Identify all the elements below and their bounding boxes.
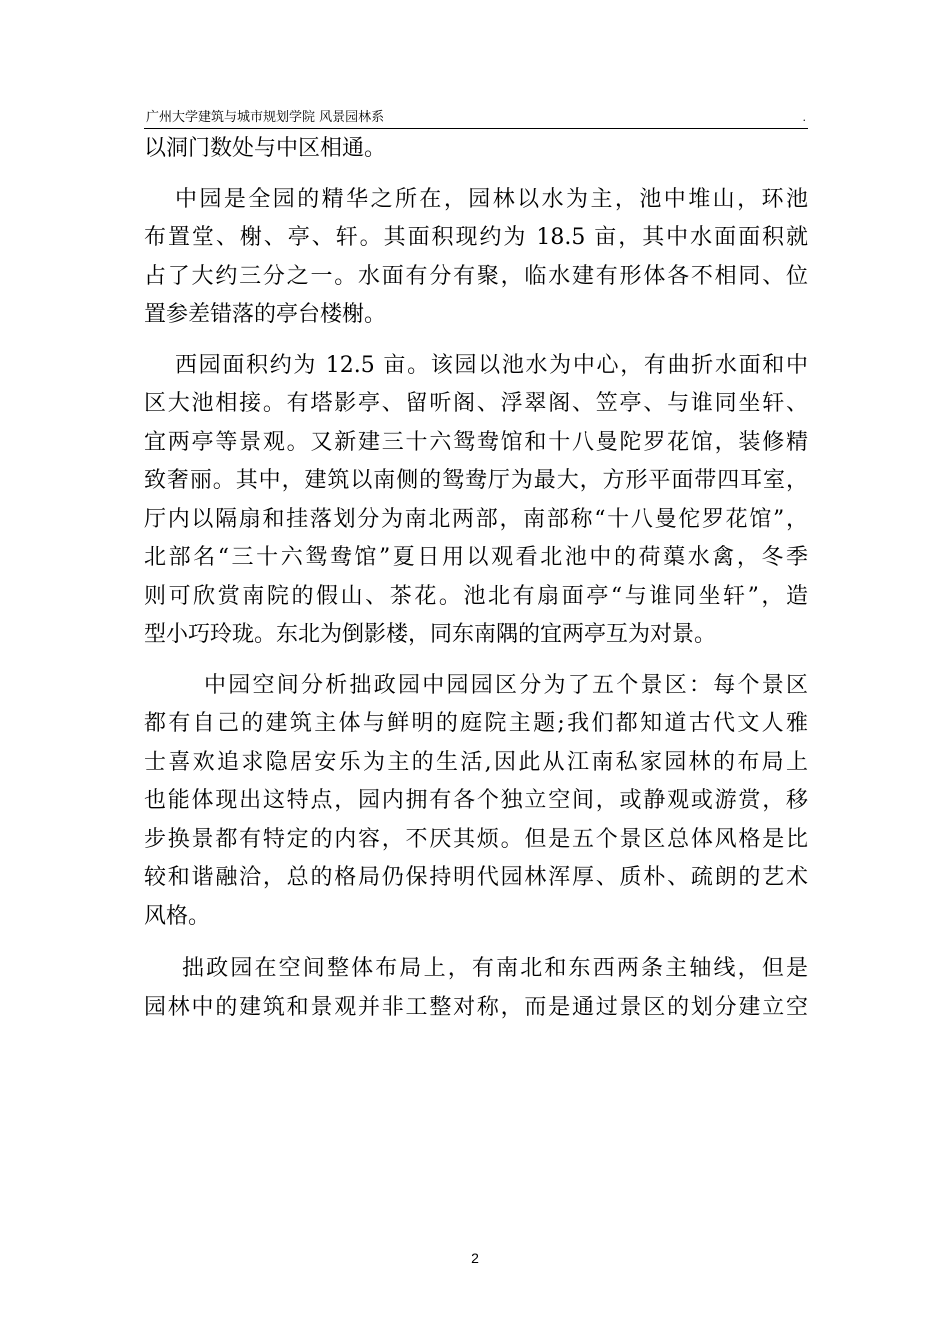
text-line: 型小巧玲珑。东北为倒影楼，同东南隅的宜两亭互为对景。	[144, 622, 717, 647]
text-line: 厅内以隔扇和挂落划分为南北两部，南部称“十八曼佗罗花馆”，	[144, 506, 808, 532]
text-line: 布置堂、榭、亭、轩。其面积现约为 18.5 亩，其中水面面积就	[144, 225, 808, 250]
text-line: 西园面积约为 12.5 亩。该园以池水为中心，有曲折水面和中	[175, 352, 808, 378]
text-line: 较和谐融洽，总的格局仍保持明代园林浑厚、质朴、疏朗的艺术	[144, 865, 808, 890]
paragraph-4	[144, 667, 808, 937]
text-line: 都有自己的建筑主体与鲜明的庭院主题;我们都知道古代文人雅	[144, 711, 808, 736]
text-line: 拙政园在空间整体布局上，有南北和东西两条主轴线，但是	[182, 956, 808, 981]
text-line: 也能体现出这特点，园内拥有各个独立空间，或静观或游赏，移	[144, 788, 808, 813]
text-line: 园林中的建筑和景观并非工整对称，而是通过景区的划分建立空	[144, 994, 808, 1020]
text-line: 中园空间分析拙政园中园园区分为了五个景区：每个景区	[204, 672, 808, 698]
paragraph-5	[144, 950, 808, 1027]
text-line: 置参差错落的亭台楼榭。	[144, 302, 387, 327]
paragraph-1	[144, 130, 808, 169]
header-institution: 广州大学建筑与城市规划学院 风景园林系	[146, 110, 385, 125]
text-line: 风格。	[144, 903, 211, 929]
document-body	[144, 130, 808, 1027]
page-number: 2	[471, 1250, 479, 1266]
text-line: 宜两亭等景观。又新建三十六鸳鸯馆和十八曼陀罗花馆，装修精	[144, 429, 808, 455]
text-line: 以洞门数处与中区相通。	[144, 136, 387, 161]
text-line: 步换景都有特定的内容，不厌其烦。但是五个景区总体风格是比	[144, 826, 808, 852]
text-line: 中园是全园的精华之所在，园林以水为主，池中堆山，环池	[175, 186, 808, 212]
header-mark: .	[802, 111, 806, 124]
paragraph-2	[144, 181, 808, 335]
text-line: 则可欣赏南院的假山、茶花。池北有扇面亭“与谁同坐轩”，造	[144, 583, 808, 609]
page-header	[144, 108, 808, 129]
text-line: 占了大约三分之一。水面有分有聚，临水建有形体各不相同、位	[144, 263, 808, 289]
text-line: 士喜欢追求隐居安乐为主的生活,因此从江南私家园林的布局上	[144, 749, 808, 775]
text-line: 区大池相接。有塔影亭、留听阁、浮翠阁、笠亭、与谁同坐轩、	[144, 391, 808, 416]
text-line: 北部名“三十六鸳鸯馆”夏日用以观看北池中的荷蕖水禽，冬季	[144, 545, 808, 570]
paragraph-3	[144, 347, 808, 655]
text-line: 致奢丽。其中，建筑以南侧的鸳鸯厅为最大，方形平面带四耳室，	[144, 468, 808, 493]
